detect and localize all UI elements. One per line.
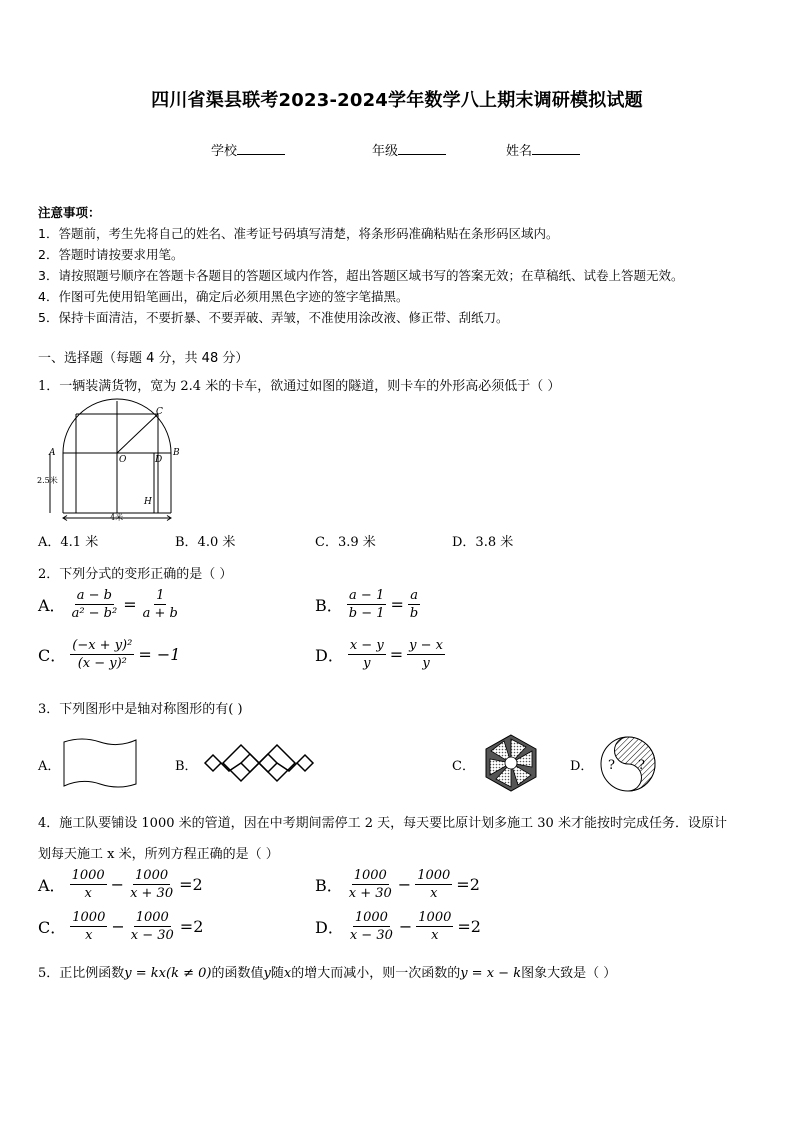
notice-item: 3．请按照题号顺序在答题卡各题目的答题区域内作答，超出答题区域书写的答案无效；在草稿纸、试卷上答题无效。 [38, 268, 684, 283]
notice-item: 4．作图可先使用铅笔画出，确定后必须用黑色字迹的签字笔描黑。 [38, 289, 409, 304]
grade-label: 年级 [372, 144, 399, 159]
label-h: H [144, 497, 152, 507]
name-label: 姓名 [506, 144, 533, 159]
grade-blank [398, 142, 446, 155]
q1-option-d[interactable]: D．3.8 米 [452, 535, 514, 550]
q2-option-c[interactable]: C． $\frac{\text{(−x + y)²}}{\text{(x − y)²}}$ = −1 [38, 638, 181, 671]
height-label: 2.5米 [37, 476, 58, 485]
q4-option-b[interactable]: B． $\frac{1000}{x + 30}$ − $\frac{1000}{x}$ =2 [315, 868, 480, 901]
q1-option-b[interactable]: B．4.0 米 [175, 535, 236, 550]
fraction: $\frac{x - y}{y}$ [349, 638, 384, 671]
name-field [506, 140, 580, 159]
q5-stem: 5．正比例函数y = kx(k ≠ 0)的函数值y随x的增大而减小，则一次函数的y = x − k图象大致是（ ） [38, 966, 617, 981]
line-oc [117, 414, 158, 453]
q4-option-a[interactable]: A． $\frac{1000}{x}$ − $\frac{1000}{x + 30}$ =2 [38, 868, 203, 901]
notice-heading: 注意事项： [38, 205, 101, 220]
grade-field [372, 140, 446, 159]
fraction: $\frac{1000}{x - 30}$ [130, 910, 174, 943]
fraction: $\frac{1000}{x}$ [418, 910, 452, 943]
width-label: 4米 [110, 513, 124, 522]
q4-option-d[interactable]: D． $\frac{1000}{x - 30}$ − $\frac{1000}{x}$ =2 [315, 910, 481, 943]
fraction: $\frac{1000}{x + 30}$ [130, 868, 174, 901]
q2-option-b[interactable]: B． $\frac{a - 1}{b - 1}$ = $\frac{a}{b}$ [315, 588, 419, 621]
notice-item: 5．保持卡面清洁，不要折暴、不要弄破、弄皱，不准使用涂改液、修正带、刮纸刀。 [38, 310, 509, 325]
fraction: $\frac{1000}{x}$ [417, 868, 451, 901]
exam-title: 四川省渠县联考2023-2024学年数学八上期末调研模拟试题 [151, 90, 643, 111]
q1-option-a[interactable]: A．4.1 米 [38, 535, 99, 550]
fraction: $\frac{\text{(−x + y)²}}{\text{(x − y)²}}$ [72, 638, 133, 671]
q3-figure-c [480, 733, 542, 793]
name-blank [532, 142, 580, 155]
q2-option-a[interactable]: A． $\frac{a - b}{\text{a² − b²}}$ = $\frac{1}{a + b}$ [38, 588, 178, 621]
fraction: $\frac{a - b}{\text{a² − b²}}$ [71, 588, 118, 621]
tunnel-figure [36, 396, 186, 526]
school-blank [237, 142, 285, 155]
q2-stem: 2．下列分式的变形正确的是（ ） [38, 567, 233, 582]
fraction: $\frac{a}{b}$ [409, 588, 419, 621]
q3-figure-b [203, 740, 315, 786]
fraction: $\frac{a - 1}{b - 1}$ [348, 588, 385, 621]
section-heading: 一、选择题（每题 4 分，共 48 分） [38, 351, 249, 366]
q3-figure-a [62, 736, 138, 790]
label-d: D [155, 455, 163, 465]
q4-option-c[interactable]: C． $\frac{1000}{x}$ − $\frac{1000}{x - 30}$ =2 [38, 910, 204, 943]
school-label: 学校 [211, 144, 238, 159]
q3-stem: 3．下列图形中是轴对称图形的有( ) [38, 702, 243, 717]
fraction: $\frac{1}{a + b}$ [142, 588, 178, 621]
question-mark: ? [608, 758, 615, 773]
q4-stem-line1: 4．施工队要铺设 1000 米的管道，因在中考期间需停工 2 天，每天要比原计划多施工 30 米才能按时完成任务．设原计 [38, 816, 727, 831]
school-field [211, 140, 285, 159]
notice-item: 1．答题前，考生先将自己的姓名、准考证号码填写清楚，将条形码准确粘贴在条形码区域内。 [38, 226, 559, 241]
q3-option-d[interactable]: D． [570, 759, 594, 774]
q1-option-c[interactable]: C．3.9 米 [315, 535, 376, 550]
fraction: $\frac{1000}{x - 30}$ [349, 910, 393, 943]
q3-option-a[interactable]: A． [38, 759, 61, 774]
q1-stem: 1．一辆装满货物，宽为 2.4 米的卡车，欲通过如图的隧道，则卡车的外形高必须低于（ ） [38, 379, 561, 394]
label-a: A [49, 448, 56, 458]
label-o: O [119, 455, 127, 465]
q4-stem-line2: 划每天施工 x 米，所列方程正确的是（ ） [38, 847, 279, 862]
question-mark: ? [638, 758, 645, 773]
q3-option-b[interactable]: B． [175, 759, 198, 774]
q3-option-c[interactable]: C． [452, 759, 475, 774]
label-b: B [173, 448, 180, 458]
fraction: $\frac{1000}{x}$ [71, 868, 105, 901]
q2-option-d[interactable]: D． $\frac{x - y}{y}$ = $\frac{y - x}{y}$ [315, 638, 443, 671]
fraction: $\frac{1000}{x + 30}$ [348, 868, 392, 901]
fraction: $\frac{1000}{x}$ [72, 910, 106, 943]
fraction: $\frac{y - x}{y}$ [409, 638, 443, 671]
q3-figure-d [598, 734, 658, 794]
notice-item: 2．答题时请按要求用笔。 [38, 247, 184, 262]
label-c: C [156, 407, 163, 417]
